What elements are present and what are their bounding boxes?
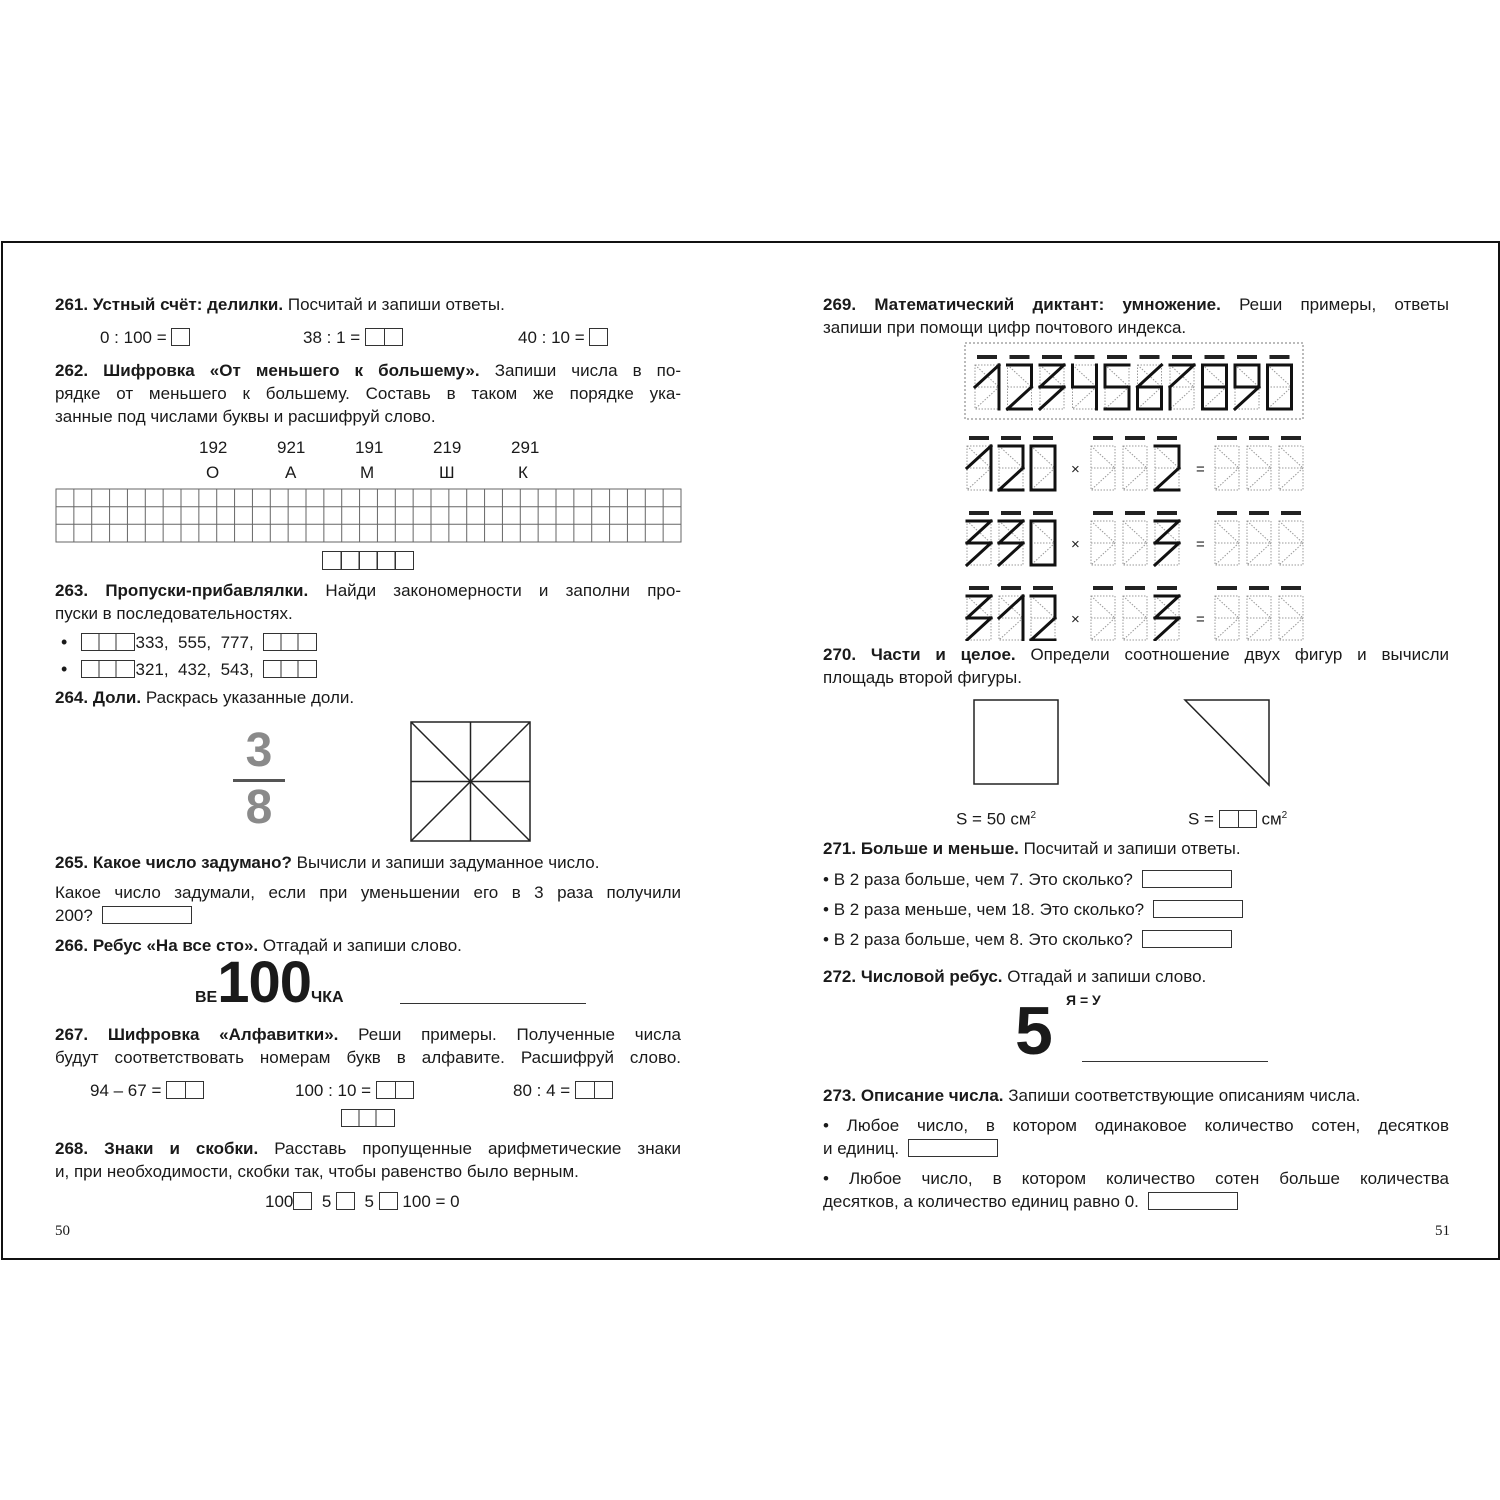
exercise-261-heading <box>55 293 505 316</box>
exercise-title: Описание числа. <box>860 1086 1004 1105</box>
exercise-title: Числовой ребус. <box>860 967 1003 986</box>
page-number: 51 <box>1435 1223 1450 1239</box>
exercise-263-line1: 263. Пропуски-прибавлялки. Найди закономерности и заполни про- <box>55 581 681 600</box>
expression-1: 94 – 67 = <box>90 1079 204 1102</box>
exercise-267-line1: 267. Шифровка «Алфавитки». Реши примеры. Полученные числа <box>55 1025 681 1044</box>
exercise-title: Доли. <box>92 688 142 707</box>
equals-sign: = <box>1196 611 1205 628</box>
answer-field[interactable] <box>908 1139 998 1157</box>
description-1-line2: и единиц. <box>823 1137 998 1160</box>
answer-box[interactable] <box>171 328 190 346</box>
reference-digit <box>1040 355 1064 409</box>
answer-digit[interactable] <box>1279 586 1303 640</box>
equation: 100 5 5 100 = 0 <box>265 1192 460 1211</box>
answer-box[interactable] <box>263 633 317 651</box>
expression-2: 38 : 1 = <box>303 326 403 349</box>
multiplicand-digit <box>967 511 991 565</box>
exercise-265-heading: 265. Какое число задумано? Вычисли и запиши задуманное число. <box>55 853 600 872</box>
exercise-title: Больше и меньше. <box>860 839 1019 858</box>
description-1-line1: • Любое число, в котором одинаковое количество сотен, десятков <box>823 1116 1449 1135</box>
rebus-prefix: ВЕ <box>195 989 218 1006</box>
question-2: • В 2 раза меньше, чем 18. Это сколько? <box>823 898 1243 921</box>
word-answer-cells[interactable] <box>341 1109 395 1129</box>
question-1: • В 2 раза больше, чем 7. Это сколько? <box>823 868 1232 891</box>
exercise-266-heading: 266. Ребус «На все сто». Отгадай и запиши слово. <box>55 936 462 955</box>
multiplicand-digit <box>999 436 1023 490</box>
exercise-262-line2: рядке от меньшего к большему. Составь в таком же порядке ука- <box>55 384 681 403</box>
answer-field[interactable] <box>1153 900 1243 918</box>
reference-digit <box>1203 355 1227 409</box>
answer-field[interactable] <box>1142 870 1232 888</box>
answer-box[interactable] <box>589 328 608 346</box>
exercise-title: Шифровка «Алфавитки». <box>107 1025 339 1044</box>
triangle-figure <box>1183 699 1275 789</box>
exercise-268-line2: и, при необходимости, скобки так, чтобы равенство было верным. <box>55 1162 579 1181</box>
page-number: 50 <box>55 1223 70 1239</box>
exercise-271-heading: 271. Больше и меньше. Посчитай и запиши ответы. <box>823 839 1241 858</box>
answer-line[interactable] <box>1082 1061 1268 1062</box>
sign-box[interactable] <box>336 1192 355 1210</box>
times-sign: × <box>1071 461 1080 478</box>
reference-digit <box>1138 355 1162 409</box>
multiplicand-digit <box>1031 586 1055 640</box>
multiplier-digit[interactable] <box>1123 436 1147 490</box>
reference-digit <box>975 355 999 409</box>
expression-2: 100 : 10 = <box>295 1079 414 1102</box>
exercise-267-line2: будут соответствовать номерам букв в алфавите. Расшифруй слово. <box>55 1048 681 1067</box>
exercise-270-line1: 270. Части и целое. Определи соотношение двух фигур и вычисли <box>823 645 1449 664</box>
exercise-title: Математический диктант: умножение. <box>874 295 1221 314</box>
reference-digit <box>1008 355 1032 409</box>
multiplicand-digit <box>999 586 1023 640</box>
exercise-264-heading: 264. Доли. Раскрась указанные доли. <box>55 688 355 707</box>
square-divided-in-eight[interactable] <box>410 721 532 843</box>
rebus-big-number: 5 <box>1015 993 1053 1069</box>
multiplier-digit[interactable] <box>1091 511 1115 565</box>
exercise-272-heading: 272. Числовой ребус. Отгадай и запиши слово. <box>823 967 1207 986</box>
answer-digit[interactable] <box>1247 436 1271 490</box>
number-191: 191 <box>355 438 384 457</box>
letter-o: О <box>206 463 220 482</box>
exercise-number: 261. <box>55 295 89 314</box>
postal-code-dictation <box>963 341 1307 641</box>
times-sign: × <box>1071 536 1080 553</box>
exercise-263-line2: пуски в последовательностях. <box>55 604 293 623</box>
multiplier-digit <box>1155 511 1179 565</box>
bullet: • <box>61 659 68 679</box>
multiplier-digit <box>1155 436 1179 490</box>
exercise-273-heading: 273. Описание числа. Запиши соответствующие описаниям числа. <box>823 1086 1361 1105</box>
exercise-title: Устный счёт: делилки. <box>92 295 284 314</box>
answer-field[interactable] <box>102 906 192 924</box>
sequence-2: • 321, 432, 543, <box>61 658 317 681</box>
rebus-suffix: ЧКА <box>311 989 344 1006</box>
exercise-title: Части и целое. <box>870 645 1016 664</box>
number-921: 921 <box>277 438 306 457</box>
exercise-title: Какое число задумано? <box>92 853 292 872</box>
answer-box[interactable] <box>365 328 403 346</box>
multiplicand-digit <box>967 436 991 490</box>
letter-sh: Ш <box>439 463 455 482</box>
letter-k: К <box>518 463 528 482</box>
book-spread <box>1 241 1500 1260</box>
number-192: 192 <box>199 438 228 457</box>
right-page <box>751 243 1498 1258</box>
answer-digit[interactable] <box>1247 586 1271 640</box>
answer-field[interactable] <box>1148 1192 1238 1210</box>
fraction-denominator: 8 <box>245 781 273 834</box>
exercise-title: Знаки и скобки. <box>104 1139 259 1158</box>
rebus-superscript: Я = У <box>1066 992 1101 1008</box>
answer-digit[interactable] <box>1215 511 1239 565</box>
bullet: • <box>61 632 68 652</box>
rebus-big-number: 100 <box>217 950 312 1015</box>
fraction <box>233 725 285 834</box>
answer-box[interactable] <box>376 1081 414 1099</box>
sign-box[interactable] <box>379 1192 398 1210</box>
description-2-line2: десятков, а количество единиц равно 0. <box>823 1190 1238 1213</box>
answer-box[interactable] <box>575 1081 613 1099</box>
expression-1: 0 : 100 = <box>100 326 190 349</box>
number-219: 219 <box>433 438 462 457</box>
reference-digit <box>1170 355 1194 409</box>
exercise-269-line2: запиши при помощи цифр почтового индекса. <box>823 318 1187 337</box>
expression-3: 80 : 4 = <box>513 1079 613 1102</box>
equals-sign: = <box>1196 536 1205 553</box>
square-figure <box>973 699 1063 789</box>
exercise-262-line3: занные под числами буквы и расшифруй слово. <box>55 407 436 426</box>
answer-digit[interactable] <box>1215 586 1239 640</box>
exercise-268-line1: 268. Знаки и скобки. Расставь пропущенные арифметические знаки <box>55 1139 681 1158</box>
answer-box[interactable] <box>81 660 135 678</box>
reference-digit <box>1268 355 1292 409</box>
multiplier-digit[interactable] <box>1123 586 1147 640</box>
left-page <box>3 243 751 1258</box>
area-label-square: S = 50 $см^2$ <box>956 809 1037 829</box>
answer-box[interactable] <box>263 660 317 678</box>
exercise-instruction: Посчитай и запиши ответы. <box>287 295 505 314</box>
answer-digit[interactable] <box>1215 436 1239 490</box>
multiplicand-digit <box>1031 511 1055 565</box>
exercise-269-line1: 269. Математический диктант: умножение. Реши примеры, ответы <box>823 295 1449 314</box>
question-3: • В 2 раза больше, чем 8. Это сколько? <box>823 928 1232 951</box>
multiplier-digit[interactable] <box>1091 436 1115 490</box>
multiplier-digit[interactable] <box>1123 511 1147 565</box>
sign-box[interactable] <box>293 1192 312 1210</box>
multiplier-digit[interactable] <box>1091 586 1115 640</box>
answer-box[interactable] <box>166 1081 204 1099</box>
writing-grid[interactable] <box>55 488 683 544</box>
expression-3: 40 : 10 = <box>518 326 608 349</box>
equals-sign: = <box>1196 461 1205 478</box>
answer-digit[interactable] <box>1247 511 1271 565</box>
number-291: 291 <box>511 438 540 457</box>
description-2-line1: • Любое число, в котором количество сотен больше количества <box>823 1169 1449 1188</box>
exercise-262-line1: 262. Шифровка «От меньшего к большему». Запиши числа в по- <box>55 361 681 380</box>
reference-digit <box>1235 355 1259 409</box>
times-sign: × <box>1071 611 1080 628</box>
multiplicand-digit <box>1031 436 1055 490</box>
reference-digit <box>1073 355 1097 409</box>
reference-digit <box>1105 355 1129 409</box>
answer-box[interactable] <box>1219 810 1257 828</box>
multiplicand-digit <box>999 511 1023 565</box>
answer-line[interactable] <box>400 1003 586 1004</box>
exercise-title: Ребус «На все сто». <box>92 936 259 955</box>
answer-digit[interactable] <box>1279 436 1303 490</box>
word-answer-cells[interactable] <box>322 551 414 572</box>
fraction-numerator: 3 <box>245 724 273 777</box>
exercise-265-question-line2: 200? <box>55 904 192 927</box>
answer-digit[interactable] <box>1279 511 1303 565</box>
letter-a: А <box>285 463 297 482</box>
multiplier-digit <box>1155 586 1179 640</box>
exercise-title: Шифровка «От меньшего к большему». <box>103 361 480 380</box>
answer-field[interactable] <box>1142 930 1232 948</box>
sequence-1: • 333, 555, 777, <box>61 631 317 654</box>
area-label-triangle: $S = см^2$ <box>1188 809 1288 829</box>
exercise-270-line2: площадь второй фигуры. <box>823 668 1022 687</box>
letter-m: М <box>360 463 375 482</box>
exercise-265-question-line1: Какое число задумали, если при уменьшении его в 3 раза получили <box>55 883 681 902</box>
exercise-title: Пропуски-прибавлялки. <box>105 581 309 600</box>
answer-box[interactable] <box>81 633 135 651</box>
multiplicand-digit <box>967 586 991 640</box>
rebus-word <box>195 950 344 1015</box>
